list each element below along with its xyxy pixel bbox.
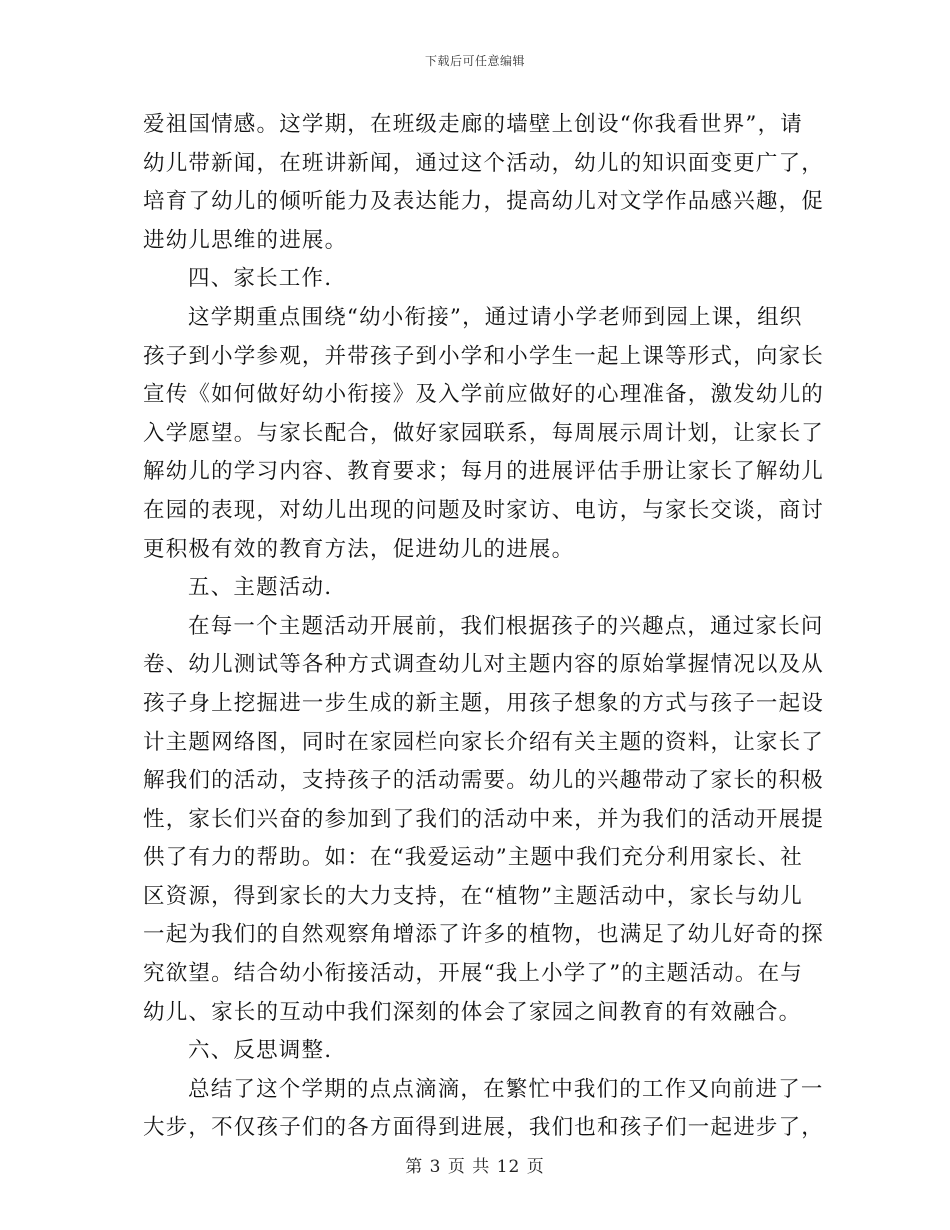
text-line: 在每一个主题活动开展前，我们根据孩子的兴趣点，通过家长问 <box>188 613 824 639</box>
page-number: 3 <box>429 1157 442 1177</box>
text-line: 在园的表现，对幼儿出现的问题及时家访、电访，与家长交谈，商讨 <box>143 497 825 523</box>
text-line: 区资源，得到家长的大力支持，在“植物”主题活动中，家长与幼儿 <box>143 883 803 909</box>
footer-suffix: 页 <box>526 1157 545 1177</box>
section-heading: 六、反思调整. <box>188 1038 333 1064</box>
text-line: 总结了这个学期的点点滴滴，在繁忙中我们的工作又向前进了一 <box>188 1076 824 1102</box>
text-line: 这学期重点围绕“幼小衔接”，通过请小学老师到园上课，组织 <box>188 304 803 330</box>
text-line: 入学愿望。与家长配合，做好家园联系，每周展示周计划，让家长了 <box>143 420 825 446</box>
text-line: 究欲望。结合幼小衔接活动，开展“我上小学了”的主题活动。在与 <box>143 961 803 987</box>
text-line: 宣传《如何做好幼小衔接》及入学前应做好的心理准备，激发幼儿的 <box>143 382 825 408</box>
text-line: 爱祖国情感。这学期，在班级走廊的墙壁上创设“你我看世界”，请 <box>143 112 803 137</box>
text-line: 解幼儿的学习内容、教育要求；每月的进展评估手册让家长了解幼儿 <box>143 459 825 485</box>
page-total: 12 <box>496 1157 521 1177</box>
footer-middle: 页 共 <box>447 1157 491 1177</box>
text-line: 幼儿、家长的互动中我们深刻的体会了家园之间教育的有效融合。 <box>143 999 802 1025</box>
text-line: 幼儿带新闻，在班讲新闻，通过这个活动，幼儿的知识面变更广了， <box>143 150 825 176</box>
text-line: 解我们的活动，支持孩子的活动需要。幼儿的兴趣带动了家长的积极 <box>143 768 825 794</box>
document-body <box>143 106 825 1148</box>
page-header: 下载后可任意编辑 <box>424 54 525 68</box>
text-line: 更积极有效的教育方法，促进幼儿的进展。 <box>143 536 575 562</box>
section-heading: 四、家长工作. <box>188 266 333 292</box>
text-line: 卷、幼儿测试等各种方式调查幼儿对主题内容的原始掌握情况以及从 <box>143 652 825 678</box>
text-line: 孩子到小学参观，并带孩子到小学和小学生一起上课等形式，向家长 <box>143 343 825 369</box>
text-line: 进幼儿思维的进展。 <box>143 227 348 253</box>
text-line: 孩子身上挖掘进一步生成的新主题，用孩子想象的方式与孩子一起设 <box>143 690 825 716</box>
text-line: 一起为我们的自然观察角增添了许多的植物，也满足了幼儿好奇的探 <box>143 922 825 948</box>
text-line: 供了有力的帮助。如：在“我爱运动”主题中我们充分利用家长、社 <box>143 845 803 871</box>
footer-prefix: 第 <box>405 1157 424 1177</box>
text-line: 性，家长们兴奋的参加到了我们的活动中来，并为我们的活动开展提 <box>143 806 825 832</box>
text-line: 培育了幼儿的倾听能力及表达能力，提高幼儿对文学作品感兴趣，促 <box>143 189 825 215</box>
text-line: 大步，不仅孩子们的各方面得到进展，我们也和孩子们一起进步了， <box>143 1115 825 1141</box>
section-heading: 五、主题活动. <box>188 575 333 601</box>
text-line: 计主题网络图，同时在家园栏向家长介绍有关主题的资料，让家长了 <box>143 729 825 755</box>
page-footer <box>0 1152 950 1177</box>
